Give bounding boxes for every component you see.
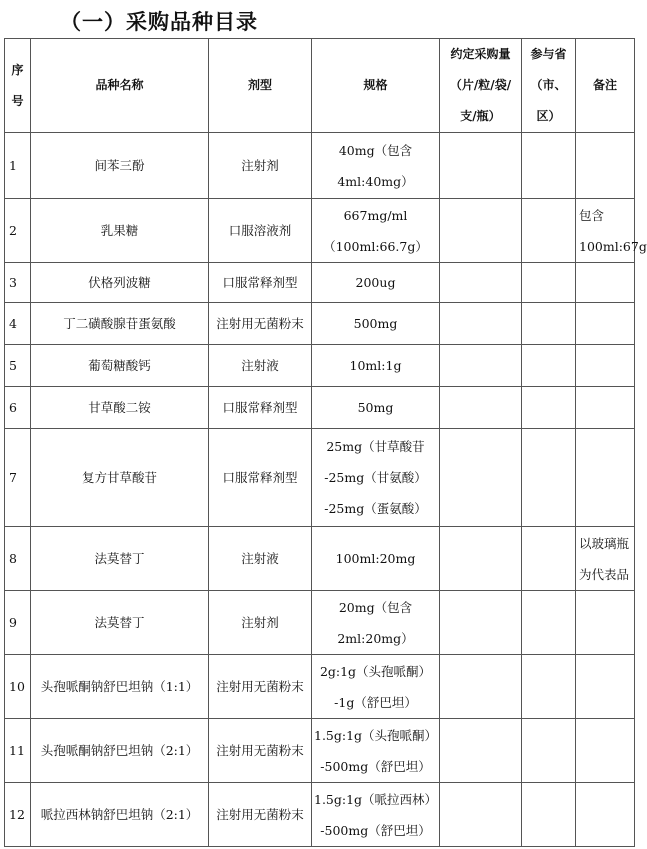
table-row: [5, 133, 635, 199]
row-name: 丁二磺酸腺苷蛋氨酸: [31, 303, 209, 345]
row-name: 甘草酸二铵: [31, 387, 209, 429]
row-quantity: [440, 591, 522, 655]
row-province: [522, 429, 576, 527]
row-name: 复方甘草酸苷: [31, 429, 209, 527]
row-quantity: [440, 199, 522, 263]
row-index: 11: [5, 719, 31, 783]
row-name: 伏格列波糖: [31, 263, 209, 303]
row-spec: 25mg（甘草酸苷 -25mg（甘氨酸） -25mg（蛋氨酸）: [312, 429, 440, 527]
row-province: [522, 199, 576, 263]
row-form: 注射液: [209, 527, 312, 591]
row-spec: 10ml:1g: [312, 345, 440, 387]
row-name: 间苯三酚: [31, 133, 209, 199]
row-name: 葡萄糖酸钙: [31, 345, 209, 387]
table-row: [5, 655, 635, 719]
table-row: [5, 591, 635, 655]
table-header-row: [5, 39, 635, 133]
row-name: 乳果糖: [31, 199, 209, 263]
row-spec: 40mg（包含 4ml:40mg）: [312, 133, 440, 199]
row-spec: 1.5g:1g（哌拉西林） -500mg（舒巴坦）: [312, 783, 440, 847]
row-quantity: [440, 263, 522, 303]
row-remark: 以玻璃瓶 为代表品: [576, 527, 635, 591]
row-remark: [576, 655, 635, 719]
row-spec: 50mg: [312, 387, 440, 429]
row-quantity: [440, 429, 522, 527]
row-remark: [576, 387, 635, 429]
row-quantity: [440, 783, 522, 847]
row-remark: [576, 303, 635, 345]
row-quantity: [440, 387, 522, 429]
row-index: 5: [5, 345, 31, 387]
table-row: [5, 719, 635, 783]
header-quantity: 约定采购量 （片/粒/袋/ 支/瓶）: [440, 39, 522, 133]
table-row: [5, 345, 635, 387]
row-name: 法莫替丁: [31, 591, 209, 655]
row-province: [522, 303, 576, 345]
row-form: 注射剂: [209, 133, 312, 199]
row-index: 7: [5, 429, 31, 527]
table-row: [5, 783, 635, 847]
row-form: 口服常释剂型: [209, 387, 312, 429]
row-name: 哌拉西林钠舒巴坦钠（2:1）: [31, 783, 209, 847]
row-quantity: [440, 655, 522, 719]
row-index: 8: [5, 527, 31, 591]
row-province: [522, 345, 576, 387]
row-form: 注射液: [209, 345, 312, 387]
row-remark: [576, 719, 635, 783]
row-remark: 包含 100ml:67g: [576, 199, 635, 263]
table-row: [5, 263, 635, 303]
header-index: 序 号: [5, 39, 31, 133]
row-name: 头孢哌酮钠舒巴坦钠（1:1）: [31, 655, 209, 719]
row-remark: [576, 133, 635, 199]
row-form: 注射用无菌粉末: [209, 719, 312, 783]
row-form: 注射剂: [209, 591, 312, 655]
row-remark: [576, 429, 635, 527]
row-spec: 1.5g:1g（头孢哌酮） -500mg（舒巴坦）: [312, 719, 440, 783]
row-name: 头孢哌酮钠舒巴坦钠（2:1）: [31, 719, 209, 783]
row-province: [522, 655, 576, 719]
row-form: 口服常释剂型: [209, 429, 312, 527]
row-spec: 667mg/ml （100ml:66.7g）: [312, 199, 440, 263]
row-spec: 200ug: [312, 263, 440, 303]
row-province: [522, 591, 576, 655]
row-spec: 20mg（包含 2ml:20mg）: [312, 591, 440, 655]
row-remark: [576, 263, 635, 303]
row-index: 9: [5, 591, 31, 655]
row-index: 10: [5, 655, 31, 719]
row-province: [522, 527, 576, 591]
row-spec: 100ml:20mg: [312, 527, 440, 591]
row-index: 6: [5, 387, 31, 429]
row-index: 2: [5, 199, 31, 263]
row-name: 法莫替丁: [31, 527, 209, 591]
table-row: [5, 387, 635, 429]
header-province: 参与省 （市、 区）: [522, 39, 576, 133]
row-form: 口服溶液剂: [209, 199, 312, 263]
row-province: [522, 387, 576, 429]
page-title: （一）采购品种目录: [60, 10, 258, 34]
row-index: 12: [5, 783, 31, 847]
row-quantity: [440, 133, 522, 199]
table-row: [5, 303, 635, 345]
table-row: [5, 527, 635, 591]
row-spec: 500mg: [312, 303, 440, 345]
procurement-table: [4, 38, 647, 847]
header-name: 品种名称: [31, 39, 209, 133]
row-form: 注射用无菌粉末: [209, 303, 312, 345]
row-spec: 2g:1g（头孢哌酮） -1g（舒巴坦）: [312, 655, 440, 719]
row-quantity: [440, 527, 522, 591]
row-form: 口服常释剂型: [209, 263, 312, 303]
table-row: [5, 429, 635, 527]
row-index: 1: [5, 133, 31, 199]
row-quantity: [440, 345, 522, 387]
table-row: [5, 199, 635, 263]
row-remark: [576, 783, 635, 847]
row-province: [522, 719, 576, 783]
header-remark: 备注: [576, 39, 635, 133]
row-remark: [576, 591, 635, 655]
row-form: 注射用无菌粉末: [209, 783, 312, 847]
row-province: [522, 133, 576, 199]
row-remark: [576, 345, 635, 387]
row-quantity: [440, 303, 522, 345]
row-index: 3: [5, 263, 31, 303]
header-form: 剂型: [209, 39, 312, 133]
row-form: 注射用无菌粉末: [209, 655, 312, 719]
row-province: [522, 263, 576, 303]
header-spec: 规格: [312, 39, 440, 133]
row-province: [522, 783, 576, 847]
row-quantity: [440, 719, 522, 783]
row-index: 4: [5, 303, 31, 345]
